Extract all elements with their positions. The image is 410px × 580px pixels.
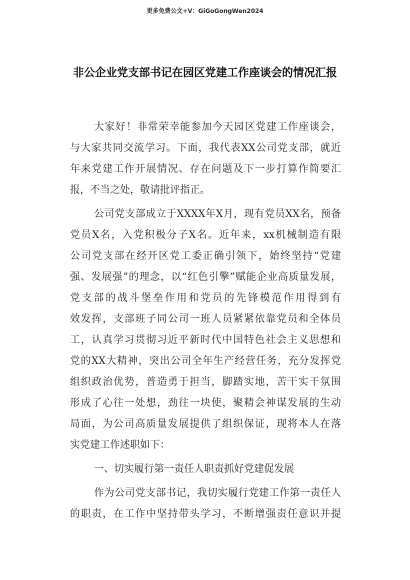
paragraph-line: 党支部的战斗堡垒作用和党员的先锋模范作用得到有 bbox=[70, 293, 341, 304]
paragraph-line: 工，认真学习贯彻习近平新时代中国特色社会主义思想和 bbox=[70, 335, 341, 346]
paragraph-section-1 bbox=[70, 483, 341, 525]
paragraph-line: 的职责，在工作中坚持带头学习，不断增强责任意识并提 bbox=[70, 509, 341, 520]
paragraph-line: 作为公司党支部书记，我切实履行党建工作第一责任人 bbox=[94, 488, 341, 499]
section-heading-line: 一、切实履行第一责任人职责抓好党建促发展 bbox=[94, 464, 294, 475]
document-title: 非公企业党支部书记在园区党建工作座谈会的情况汇报 bbox=[73, 66, 337, 79]
paragraph-line: 局面，为公司高质量发展提供了组织保证，现将本人在落 bbox=[70, 419, 341, 430]
paragraph-line: 公司党支部成立于XXXX年X月，现有党员XX名，预备 bbox=[94, 209, 341, 220]
paragraph-line: 党员X名，入党积极分子X名。近年来，xx机械制造有限 bbox=[70, 230, 341, 241]
paragraph-line: 报，不当之处，敬请批评指正。 bbox=[70, 185, 210, 196]
paragraph-line: 组织政治优势，普造勇于担当，脚踏实地，苦干实干氛围 bbox=[70, 377, 341, 388]
paragraph-line: 实党建工作述职如下： bbox=[70, 440, 170, 451]
paragraph-line: 与大家共同交流学习。下面，我代表XX公司党支部，就近 bbox=[70, 143, 341, 154]
paragraph-intro bbox=[70, 117, 341, 201]
paragraph-line: 公司党支部在经开区党工委正确引领下，始终坚持“党建 bbox=[70, 251, 341, 262]
section-heading-1 bbox=[70, 459, 341, 480]
paragraph-line: 党的XX大精神，突出公司全年生产经营任务，充分发挥党 bbox=[70, 356, 341, 367]
paragraph-line: 形成了心往一处想，劲往一块使，聚精会神谋发展的生动 bbox=[70, 398, 341, 409]
paragraph-line: 效发挥，支部班子同公司一班人员紧紧依靠党员和全体员 bbox=[70, 314, 341, 325]
paragraph-overview bbox=[70, 204, 341, 456]
paragraph-line: 强、发展强”的理念，以“红色引擎”赋能企业高质量发展， bbox=[70, 272, 341, 283]
header-note: 更多免费公文+V：GiGoGongWen2024 bbox=[146, 8, 264, 15]
paragraph-line: 大家好！非常荣幸能参加今天园区党建工作座谈会， bbox=[94, 122, 341, 133]
paragraph-line: 年来党建工作开展情况、存在问题及下一步打算作简要汇 bbox=[70, 164, 341, 175]
document-body bbox=[70, 117, 341, 528]
